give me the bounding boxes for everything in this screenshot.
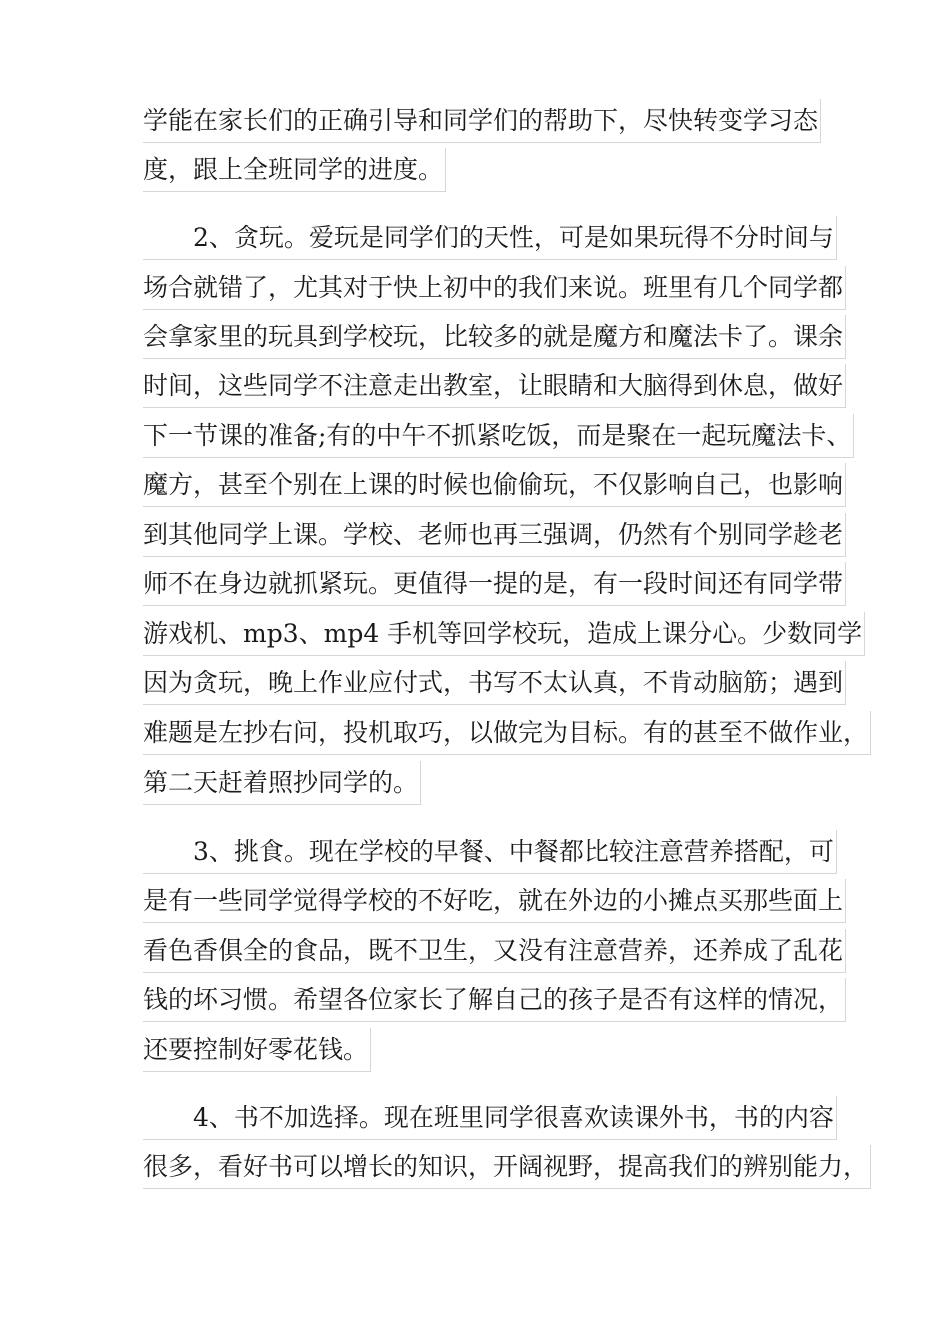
text-line: 看色香俱全的食品，既不卫生，又没有注意营养，还养成了乱花 bbox=[143, 929, 846, 973]
text-line: 还要控制好零花钱。 bbox=[143, 1028, 371, 1072]
text-line: 2、贪玩。爱玩是同学们的天性，可是如果玩得不分时间与 bbox=[143, 216, 837, 260]
text-line: 魔方，甚至个别在上课的时候也偷偷玩，不仅影响自己，也影响 bbox=[143, 463, 846, 507]
text-line: 会拿家里的玩具到学校玩，比较多的就是魔方和魔法卡了。课余 bbox=[143, 315, 846, 359]
text-line: 很多，看好书可以增长的知识，开阔视野，提高我们的辨别能力， bbox=[143, 1145, 871, 1189]
text-line: 因为贪玩，晚上作业应付式，书写不太认真，不肯动脑筋；遇到 bbox=[143, 661, 846, 705]
text-line: 到其他同学上课。学校、老师也再三强调，仍然有个别同学趁老 bbox=[143, 513, 846, 557]
text-line: 度，跟上全班同学的进度。 bbox=[143, 148, 446, 192]
text-line: 师不在身边就抓紧玩。更值得一提的是，有一段时间还有同学带 bbox=[143, 562, 846, 606]
text-line: 难题是左抄右问，投机取巧，以做完为目标。有的甚至不做作业， bbox=[143, 711, 871, 755]
text-line: 场合就错了，尤其对于快上初中的我们来说。班里有几个同学都 bbox=[143, 266, 846, 310]
text-line: 学能在家长们的正确引导和同学们的帮助下，尽快转变学习态 bbox=[143, 99, 821, 143]
text-line: 时间，这些同学不注意走出教室，让眼睛和大脑得到休息，做好 bbox=[143, 364, 846, 408]
text-line: 游戏机、mp3、mp4 手机等回学校玩，造成上课分心。少数同学 bbox=[143, 612, 865, 656]
text-line: 4、书不加选择。现在班里同学很喜欢读课外书，书的内容 bbox=[143, 1096, 837, 1140]
text-line: 3、挑食。现在学校的早餐、中餐都比较注意营养搭配，可 bbox=[143, 830, 837, 874]
text-line: 下一节课的准备;有的中午不抓紧吃饭，而是聚在一起玩魔法卡、 bbox=[143, 414, 854, 458]
text-line: 第二天赶着照抄同学的。 bbox=[143, 761, 421, 805]
text-line: 是有一些同学觉得学校的不好吃，就在外边的小摊点买那些面上 bbox=[143, 879, 846, 923]
text-line: 钱的坏习惯。希望各位家长了解自己的孩子是否有这样的情况， bbox=[143, 978, 846, 1022]
